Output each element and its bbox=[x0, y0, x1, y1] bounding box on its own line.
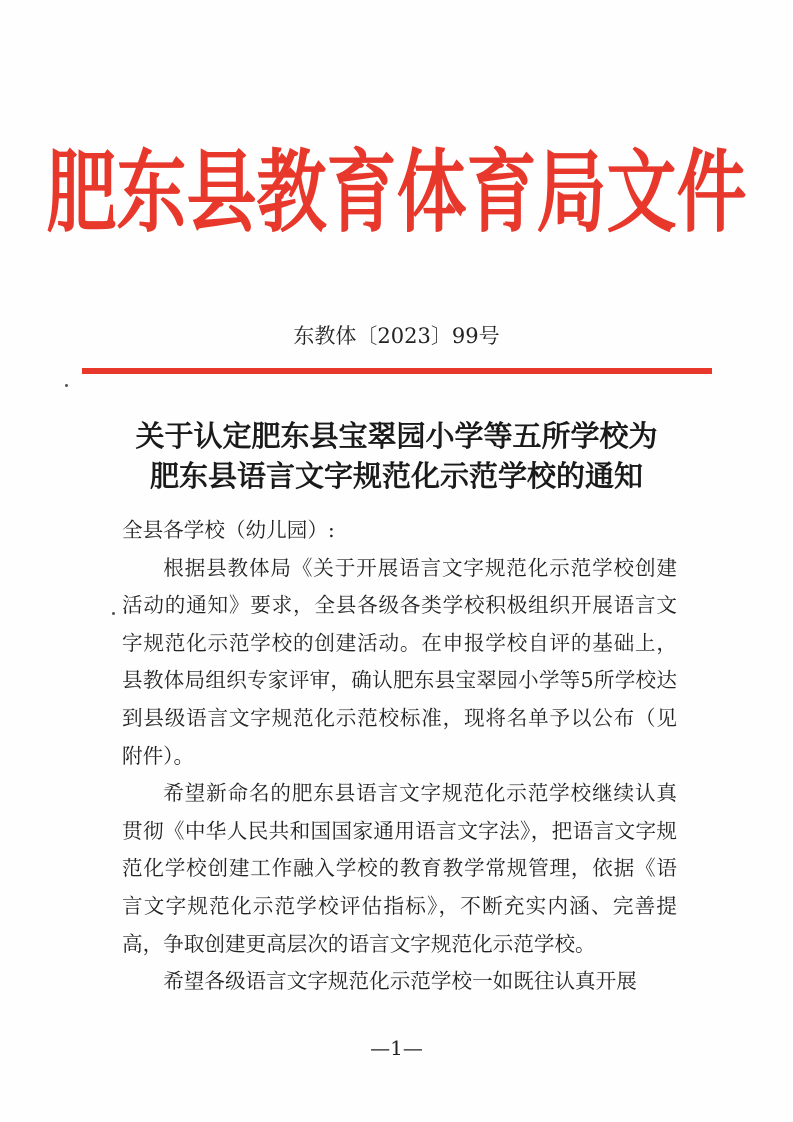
notice-body bbox=[122, 512, 677, 1001]
red-divider-line bbox=[82, 368, 712, 374]
scan-speck bbox=[112, 612, 115, 615]
notice-title-line-2: 肥东县语言文字规范化示范学校的通知 bbox=[149, 459, 643, 493]
page-number: —1— bbox=[370, 1036, 423, 1060]
notice-title bbox=[0, 416, 793, 496]
notice-title-line-1: 关于认定肥东县宝翠园小学等五所学校为 bbox=[135, 419, 658, 453]
scan-speck bbox=[65, 384, 68, 387]
issuer-header-title: 肥东县教育体育局文件 bbox=[46, 140, 747, 246]
body-paragraph-3: 希望各级语言文字规范化示范学校一如既往认真开展 bbox=[163, 969, 637, 994]
salutation: 全县各学校（幼儿园）: bbox=[122, 518, 335, 542]
document-number: 东教体〔2023〕99号 bbox=[293, 324, 500, 348]
body-paragraph-1: 根据县教体局《关于开展语言文字规范化示范学校创建活动的通知》要求，全县各级各类学校积极组织开展语言文字规范化示范学校的创建活动。在申报学校自评的基础上，县教体局组织专家评审，确认肥东县宝翠园小学等5所学校达到县级语言文字规范化示范校标准，现将名单予以公布（见附件）。 bbox=[122, 555, 677, 768]
body-paragraph-2: 希望新命名的肥东县语言文字规范化示范学校继续认真贯彻《中华人民共和国国家通用语言文字法》，把语言文字规范化学校创建工作融入学校的教育教学常规管理，依据《语言文字规范化示范学校评估指标》，不断充实内涵、完善提高，争取创建更高层次的语言文字规范化示范学校。 bbox=[122, 781, 677, 956]
